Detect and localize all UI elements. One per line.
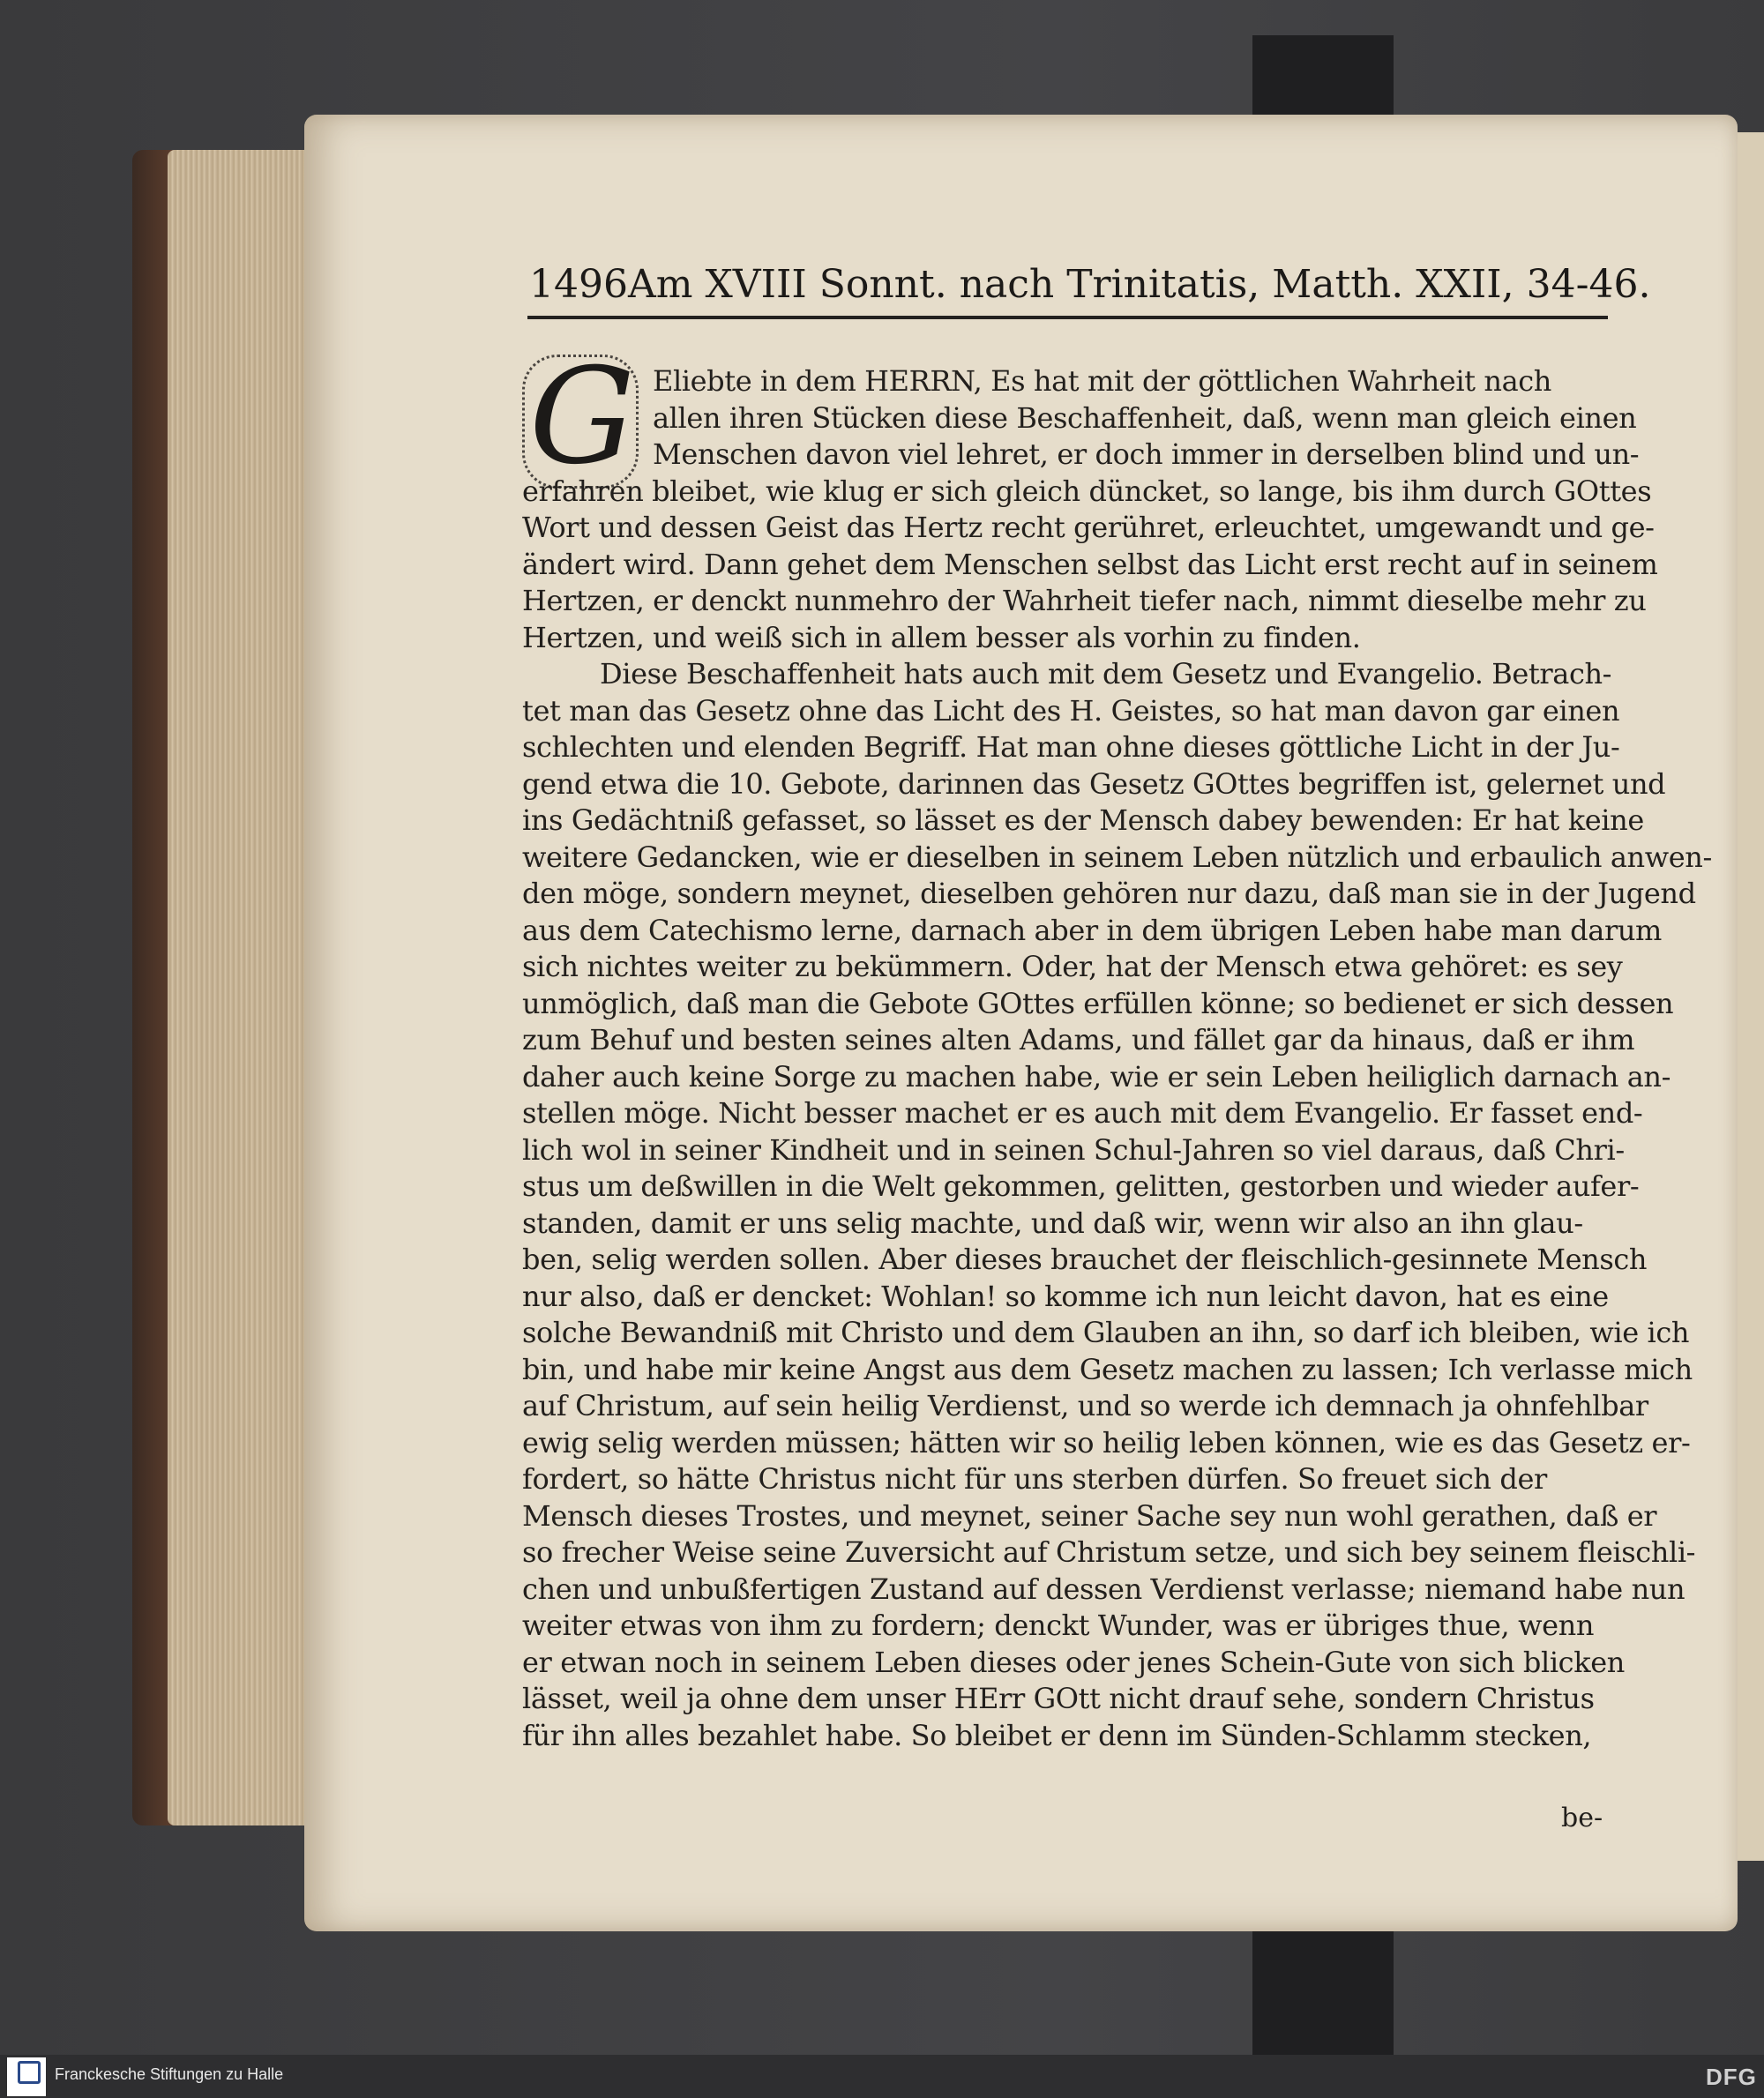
text-line: unmöglich, daß man die Gebote GOttes erfüllen könne; so bedienet er sich dessen	[522, 986, 1674, 1020]
text-line: nur also, daß er dencket: Wohlan! so komme ich nun leicht davon, hat es eine	[522, 1279, 1609, 1313]
running-header	[529, 249, 1651, 319]
text-line: ben, selig werden sollen. Aber dieses brauchet der fleischlich-gesinnete Mensch	[522, 1243, 1648, 1276]
text-line: Hertzen, er denckt nunmehro der Wahrheit tiefer nach, nimmt dieselbe mehr zu	[522, 584, 1647, 617]
text-line: tet man das Gesetz ohne das Licht des H. Geistes, so hat man davon gar einen	[522, 693, 1620, 728]
text-line: schlechten und elenden Begriff. Hat man ohne dieses göttliche Licht in der Ju-	[522, 730, 1620, 764]
text-line: chen und unbußfertigen Zustand auf dessen Verdienst verlasse; niemand habe nun	[522, 1572, 1686, 1606]
text-line: fordert, so hätte Christus nicht für uns sterben dürfen. So freuet sich der	[522, 1462, 1547, 1496]
institution-name: Franckesche Stiftungen zu Halle	[55, 2065, 284, 2083]
text-line: ins Gedächtniß gefasset, so lässet es der Mensch dabey bewenden: Er hat keine	[522, 803, 1644, 837]
text-line: standen, damit er uns selig machte, und daß wir, wenn wir also an ihn glau-	[522, 1206, 1583, 1240]
text-line: Menschen davon viel lehret, er doch immer in derselben blind und un-	[653, 437, 1640, 471]
text-line: Hertzen, und weiß sich in allem besser als vorhin zu finden.	[522, 620, 1361, 654]
text-line: Mensch dieses Trostes, und meynet, seiner Sache sey nun wohl gerathen, daß er	[522, 1498, 1657, 1533]
dfg-logo: DFG	[1706, 2064, 1757, 2090]
text-line: weiter etwas von ihm zu fordern; denckt Wunder, was er übriges thue, wenn	[522, 1609, 1595, 1642]
institution-logo	[7, 2057, 46, 2096]
text-line: auf Christum, auf sein heilig Verdienst, und so werde ich demnach ja ohnfehlbar	[522, 1389, 1648, 1422]
text-line: er etwan noch in seinem Leben dieses oder jenes Schein-Gute von sich blicken	[522, 1645, 1625, 1679]
text-line: bin, und habe mir keine Angst aus dem Gesetz machen zu lassen; Ich verlasse mich	[522, 1352, 1693, 1386]
page-edges	[168, 150, 309, 1825]
text-line: ewig selig werden müssen; hätten wir so heilig leben können, wie es das Gesetz er-	[522, 1425, 1691, 1460]
page-number: 1496	[529, 261, 628, 307]
text-line: stus um deßwillen in die Welt gekommen, gelitten, gestorben und wieder aufer-	[522, 1169, 1640, 1203]
text-line: solche Bewandniß mit Christo und dem Glauben an ihn, so darf ich bleiben, wie ich	[522, 1316, 1690, 1349]
text-line: für ihn alles bezahlet habe. So bleibet er denn im Sünden-Schlamm stecken,	[522, 1718, 1592, 1752]
drop-cap: G	[526, 351, 639, 485]
text-line: Eliebte in dem HERRN, Es hat mit der göttlichen Wahrheit nach	[653, 364, 1552, 398]
text-line: erfahren bleibet, wie klug er sich gleich düncket, so lange, bis ihm durch GOttes	[522, 474, 1652, 508]
running-title: Am XVIII Sonnt. nach Trinitatis, Matth. XXII, 34-46.	[627, 261, 1651, 307]
header-rule	[527, 316, 1608, 319]
text-line: so frecher Weise seine Zuversicht auf Christum setze, und sich bey seinem fleischli-	[522, 1535, 1696, 1569]
text-line: aus dem Catechismo lerne, darnach aber in dem übrigen Leben habe man darum	[522, 913, 1662, 947]
text-line: gend etwa die 10. Gebote, darinnen das Gesetz GOttes begriffen ist, gelernet und	[522, 766, 1666, 801]
text-line: zum Behuf und besten seines alten Adams, und fället gar da hinaus, daß er ihm	[522, 1023, 1635, 1056]
text-line: allen ihren Stücken diese Beschaffenheit, daß, wenn man gleich einen	[653, 400, 1637, 435]
text-line: sich nichtes weiter zu bekümmern. Oder, hat der Mensch etwa gehöret: es sey	[522, 950, 1623, 983]
text-line: lich wol in seiner Kindheit und in seinen Schul-Jahren so viel daraus, daß Chri-	[522, 1132, 1625, 1167]
text-line: daher auch keine Sorge zu machen habe, wie er sein Leben heiliglich darnach an-	[522, 1059, 1671, 1094]
text-line: Diese Beschaffenheit hats auch mit dem Gesetz und Evangelio. Betrach-	[600, 657, 1612, 691]
text-line: lässet, weil ja ohne dem unser HErr GOtt nicht drauf sehe, sondern Christus	[522, 1682, 1595, 1715]
text-line: ändert wird. Dann gehet dem Menschen selbst das Licht erst recht auf in seinem	[522, 547, 1658, 581]
text-line: den möge, sondern meynet, dieselben gehören nur dazu, daß man sie in der Jugend	[522, 877, 1696, 910]
text-line: Wort und dessen Geist das Hertz recht gerühret, erleuchtet, umgewandt und ge-	[522, 511, 1655, 544]
text-line: stellen möge. Nicht besser machet er es auch mit dem Evangelio. Er fasset end-	[522, 1096, 1643, 1130]
catchword: be-	[1561, 1803, 1603, 1833]
logo-mark-icon	[18, 2061, 41, 2084]
text-line: weitere Gedancken, wie er dieselben in seinem Leben nützlich und erbaulich anwen-	[522, 840, 1712, 874]
